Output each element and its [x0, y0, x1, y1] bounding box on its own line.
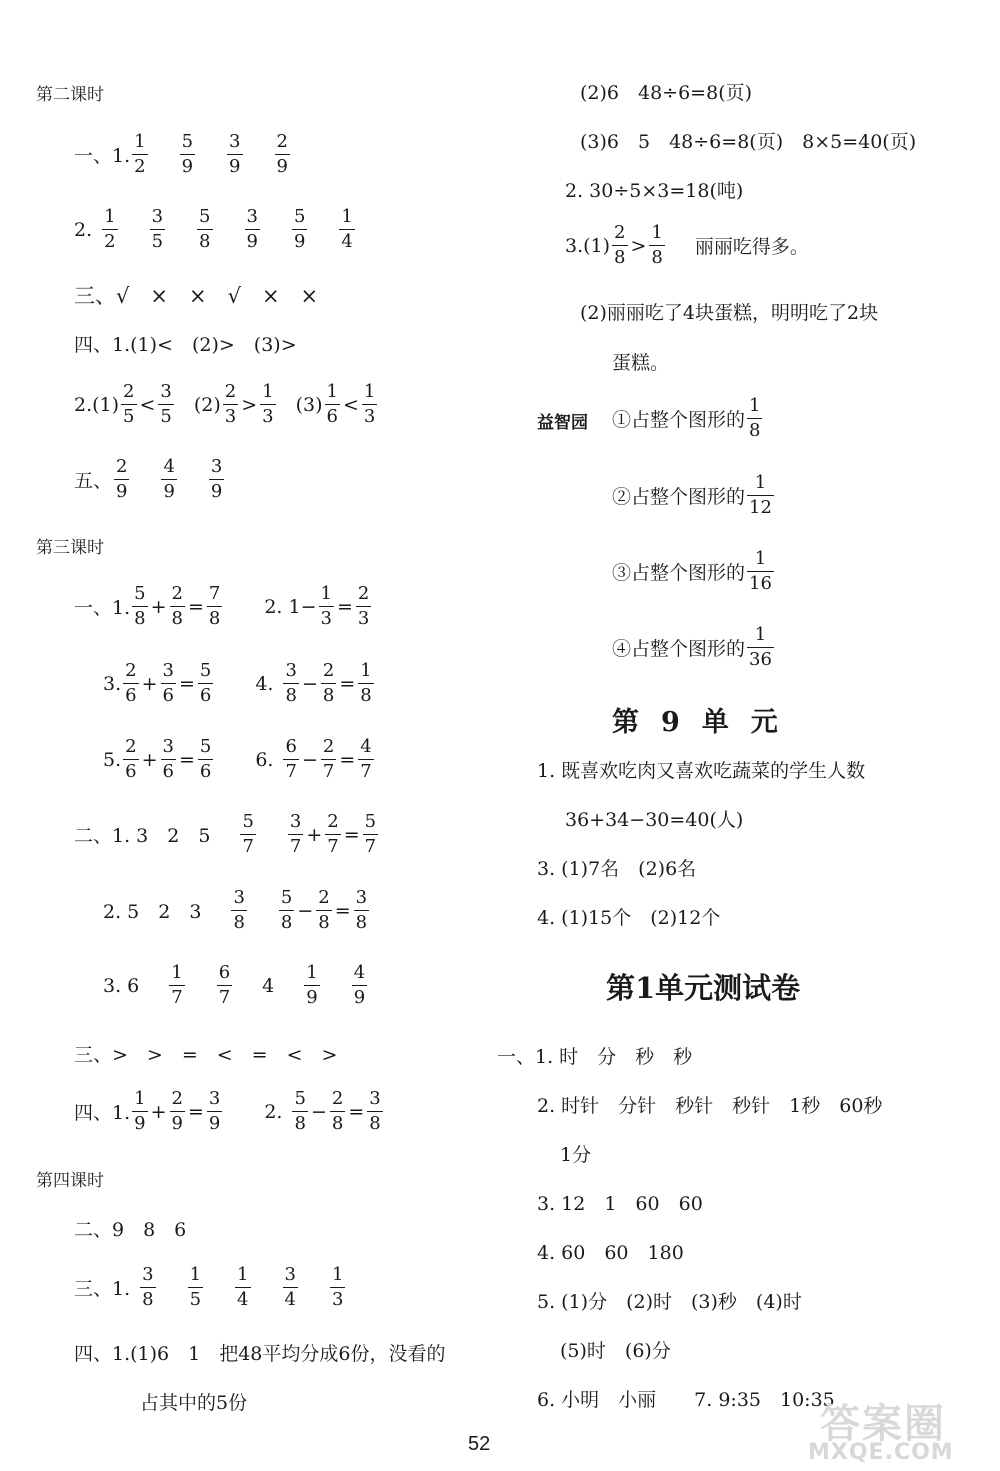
fraction: 3 7 [289, 811, 302, 857]
fraction: $\frac{3}{6}$ [162, 736, 174, 782]
fraction: 3 8 [142, 1264, 154, 1310]
section-heading-lesson-4: 第四课时 [36, 1171, 104, 1191]
fraction: 1 8 [749, 395, 761, 441]
section-heading-lesson-2: 第二课时 [36, 85, 104, 105]
fraction: $\frac{7}{8}$ [208, 583, 221, 629]
fraction: $\frac{2}{8}$ [331, 1088, 344, 1134]
fraction: 1 9 [134, 1088, 146, 1134]
fraction: $\frac{2}{9}$ [171, 1088, 183, 1134]
fraction: 3 9 [210, 456, 223, 502]
answer-line: ③占整个图形的 1 16 [612, 548, 772, 594]
fraction: 1 4 [237, 1264, 249, 1310]
answer-line: 二、1. 3 2 5 5 7 3 7 + $\frac{2}{7}$ = $\frac{5}{7}$ [74, 811, 377, 857]
answer-line: 一、1. 时 分 秒 秒 [497, 1046, 693, 1068]
fraction: 3 8 [285, 660, 297, 706]
answer-line: 1. 既喜欢吃肉又喜欢吃蔬菜的学生人数 [537, 760, 866, 782]
fraction: 2 6 [125, 736, 137, 782]
fraction: 1 2 [104, 206, 116, 252]
fraction: 2 9 [276, 131, 288, 177]
answer-line: ①占整个图形的 1 8 [612, 395, 761, 441]
page-number: 52 [468, 1433, 491, 1455]
answer-line: 占其中的5份 [140, 1392, 248, 1414]
answer-line: 2. 时针 分针 秒针 秒针 1秒 60秒 [537, 1095, 883, 1117]
answer-line [74, 208, 357, 251]
answer-line: 4. (1)15个 (2)12个 [537, 907, 721, 929]
fraction: 2 5 [123, 381, 135, 427]
fraction: 5 8 [134, 583, 146, 629]
fraction: 1 6 [326, 381, 338, 427]
answer-line: 4. 60 60 180 [537, 1242, 684, 1264]
watermark-url: MXQE.COM [808, 1440, 954, 1465]
answer-line: 一、1. 5 8 + $\frac{2}{8}$ = $\frac{7}{8}$ 2. 1− $\frac{1}{3}$ = $\frac{2}{3}$ [74, 583, 370, 629]
answer-line [74, 133, 292, 176]
test-title: 第1单元测试卷 [606, 971, 801, 1005]
answer-line: 3. (1)7名 (2)6名 [537, 858, 697, 880]
answer-line: 5. 2 6 + $\frac{3}{6}$ = $\frac{5}{6}$ 6. 6 7 − $\frac{2}{7}$ = $\frac{4}{7}$ [103, 736, 372, 782]
fraction: 1 4 [341, 206, 353, 252]
watermark-logo: 答案圈 [820, 1401, 946, 1447]
fraction: 3 5 [160, 381, 172, 427]
answer-line: 三、1. 3 8 1 5 1 4 3 4 1 3 [74, 1264, 344, 1310]
fraction: $\frac{2}{7}$ [327, 811, 339, 857]
fraction: 1 3 [331, 1264, 344, 1310]
fraction: 1 16 [749, 548, 772, 594]
fraction: 1 8 [651, 222, 663, 268]
fraction: $\frac{2}{8}$ [322, 660, 335, 706]
answer-line: 2. 5 2 3 3 8 5 8 − $\frac{2}{8}$ = $\frac{3}{8}$ [103, 887, 368, 933]
fraction: 1 3 [262, 381, 274, 427]
fraction: 3 9 [246, 206, 258, 252]
fraction: $\frac{5}{6}$ [199, 660, 212, 706]
fraction: $\frac{3}{8}$ [355, 887, 368, 933]
answer-line: 四、1. 1 9 + $\frac{2}{9}$ = $\frac{3}{9}$ 2. 5 8 − $\frac{2}{8}$ = $\frac{3}{8}$ [74, 1088, 381, 1134]
fraction: 1 2 [134, 131, 146, 177]
answer-line: 1分 [560, 1144, 592, 1166]
answer-line: 四、1.(1)6 1 把48平均分成6份，没看的 [74, 1343, 446, 1365]
answer-line: 3.(1) 2 8 > 1 8 丽丽吃得多。 [565, 222, 809, 268]
fraction: $\frac{2}{8}$ [318, 887, 330, 933]
fraction: 4 9 [163, 456, 175, 502]
section-heading-lesson-3: 第三课时 [36, 538, 104, 558]
fraction: 2 6 [125, 660, 137, 706]
fraction: $\frac{5}{7}$ [364, 811, 377, 857]
answer-line: ④占整个图形的 1 36 [612, 624, 772, 670]
answer-line: 蛋糕。 [612, 352, 670, 374]
fraction: 5 9 [293, 206, 306, 252]
fraction: 1 12 [749, 472, 772, 518]
fraction: 5 8 [199, 206, 211, 252]
fraction: $\frac{1}{3}$ [320, 583, 332, 629]
answer-line: 6. 小明 小丽 7. 9:35 10:35 [537, 1389, 835, 1411]
fraction: 5 7 [242, 811, 254, 857]
fraction: 1 36 [749, 624, 772, 670]
answer-line: (5)时 (6)分 [560, 1340, 671, 1362]
fraction: 2 8 [614, 222, 626, 268]
answer-line: (2)6 48÷6=8(页) [580, 82, 753, 104]
fraction: 3 4 [284, 1264, 296, 1310]
answer-line: 36+34−30=40(人) [565, 809, 744, 831]
fraction: 3 9 [229, 131, 241, 177]
answer-line: 5. (1)分 (2)时 (3)秒 (4)时 [537, 1291, 802, 1313]
answer-line: 三、√ × × √ × × [74, 284, 319, 308]
fraction: 3 5 [151, 206, 164, 252]
fraction: 6 7 [285, 736, 297, 782]
fraction: $\frac{5}{6}$ [199, 736, 212, 782]
fraction: 6 7 [218, 962, 231, 1008]
fraction: 1 5 [189, 1264, 202, 1310]
answer-line: 3. 2 6 + $\frac{3}{6}$ = $\frac{5}{6}$ 4. 3 8 − $\frac{2}{8}$ = $\frac{1}{8}$ [103, 660, 372, 706]
answer-line: 四、1.(1)< (2)> (3)> [74, 334, 297, 356]
fraction: 1 3 [363, 381, 376, 427]
item-prefix: 2. [74, 218, 93, 241]
fraction: $\frac{2}{8}$ [171, 583, 183, 629]
item-prefix: 一、1. [74, 145, 131, 167]
answer-line: ②占整个图形的 1 12 [612, 472, 772, 518]
answer-line: 3. 12 1 60 60 [537, 1193, 703, 1215]
fraction: 5 8 [294, 1088, 306, 1134]
fraction: $\frac{2}{3}$ [357, 583, 370, 629]
fraction: 1 7 [171, 962, 183, 1008]
fraction: $\frac{3}{6}$ [162, 660, 174, 706]
unit-heading: 第9单元 [612, 707, 800, 738]
fraction: 5 9 [181, 131, 194, 177]
fraction: 2 3 [224, 381, 237, 427]
answer-line: 2.(1) 2 5 < 3 5 (2) 2 3 > 1 3 (3) 1 6 < 1 3 [74, 381, 376, 427]
fraction: $\frac{3}{9}$ [208, 1088, 221, 1134]
answer-line: (2)丽丽吃了4块蛋糕，明明吃了2块 [580, 302, 879, 324]
fraction: 2 9 [116, 456, 128, 502]
fraction: $\frac{4}{7}$ [360, 736, 372, 782]
fraction: $\frac{1}{8}$ [360, 660, 372, 706]
fraction: 5 8 [280, 887, 293, 933]
answer-line: 2. 30÷5×3=18(吨) [565, 180, 744, 202]
fraction: 1 9 [306, 962, 318, 1008]
fraction: $\frac{2}{7}$ [322, 736, 335, 782]
fraction: $\frac{3}{8}$ [369, 1088, 381, 1134]
answer-line: (3)6 5 48÷6=8(页) 8×5=40(页) [580, 131, 917, 153]
answer-line: 3. 6 1 7 6 7 4 1 9 4 9 [103, 962, 366, 1008]
fraction: 4 9 [353, 962, 366, 1008]
fraction: 3 8 [233, 887, 245, 933]
answer-line: 二、9 8 6 [74, 1219, 187, 1241]
answer-line: 五、 2 9 4 9 3 9 [74, 456, 223, 502]
section-label-yizhiyuan: 益智园 [537, 413, 588, 433]
answer-line: 三、> > = < = < > [74, 1044, 338, 1066]
